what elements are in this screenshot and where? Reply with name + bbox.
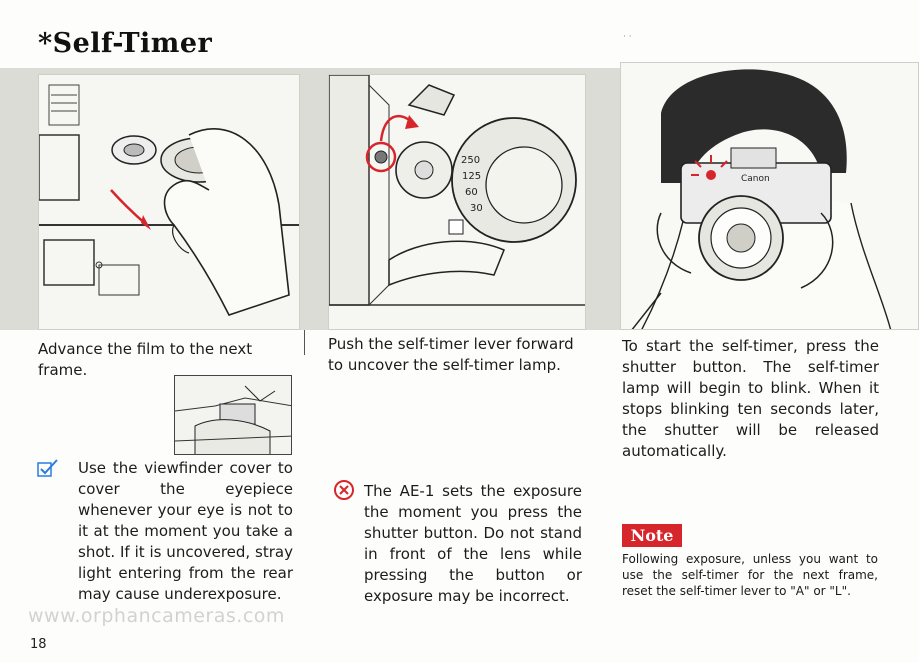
camera-brand-label: Canon	[741, 174, 770, 184]
shutter-dial-label: 250	[461, 155, 481, 166]
illustration-advance-film	[38, 74, 300, 330]
print-speck: · ·	[623, 32, 632, 42]
note-badge: Note	[622, 524, 682, 547]
caption-advance-film: Advance the film to the next frame.	[38, 340, 253, 379]
shutter-dial-label: 125	[462, 171, 482, 182]
illustration-photographer	[620, 62, 919, 330]
checkmark-icon	[37, 459, 59, 477]
caption-start-self-timer: To start the self-timer, press the shutter button. The self-timer lamp will begin to blink. When it stops blinking ten seconds later, the shutter will be released automatically.	[622, 337, 879, 460]
shutter-dial-label: 30	[470, 203, 483, 214]
page-number: 18	[30, 637, 47, 652]
inset-viewfinder-cover	[174, 375, 292, 455]
column-divider	[304, 330, 305, 355]
illustration-self-timer-lever	[328, 74, 586, 330]
caption-self-timer-lever: Push the self-timer lever forward to uncover the self-timer lamp.	[328, 335, 574, 374]
watermark: www.orphancameras.com	[28, 605, 285, 627]
tip-viewfinder-cover: Use the viewfinder cover to cover the eyepiece whenever your eye is not to it at the moment you take a shot. If it is uncovered, stray light entering from the rear may cause underexposure.	[78, 459, 293, 603]
note-reset-lever: Following exposure, unless you want to use the self-timer for the next frame, reset the self-timer lever to "A" or "L".	[622, 552, 878, 598]
shutter-dial-label: 60	[465, 187, 478, 198]
warning-icon	[333, 479, 355, 501]
page-title: *Self-Timer	[38, 28, 213, 59]
warning-exposure: The AE-1 sets the exposure the moment you press the shutter button. Do not stand in front of the lens while pressing the button or exposure may be incorrect.	[364, 482, 582, 605]
